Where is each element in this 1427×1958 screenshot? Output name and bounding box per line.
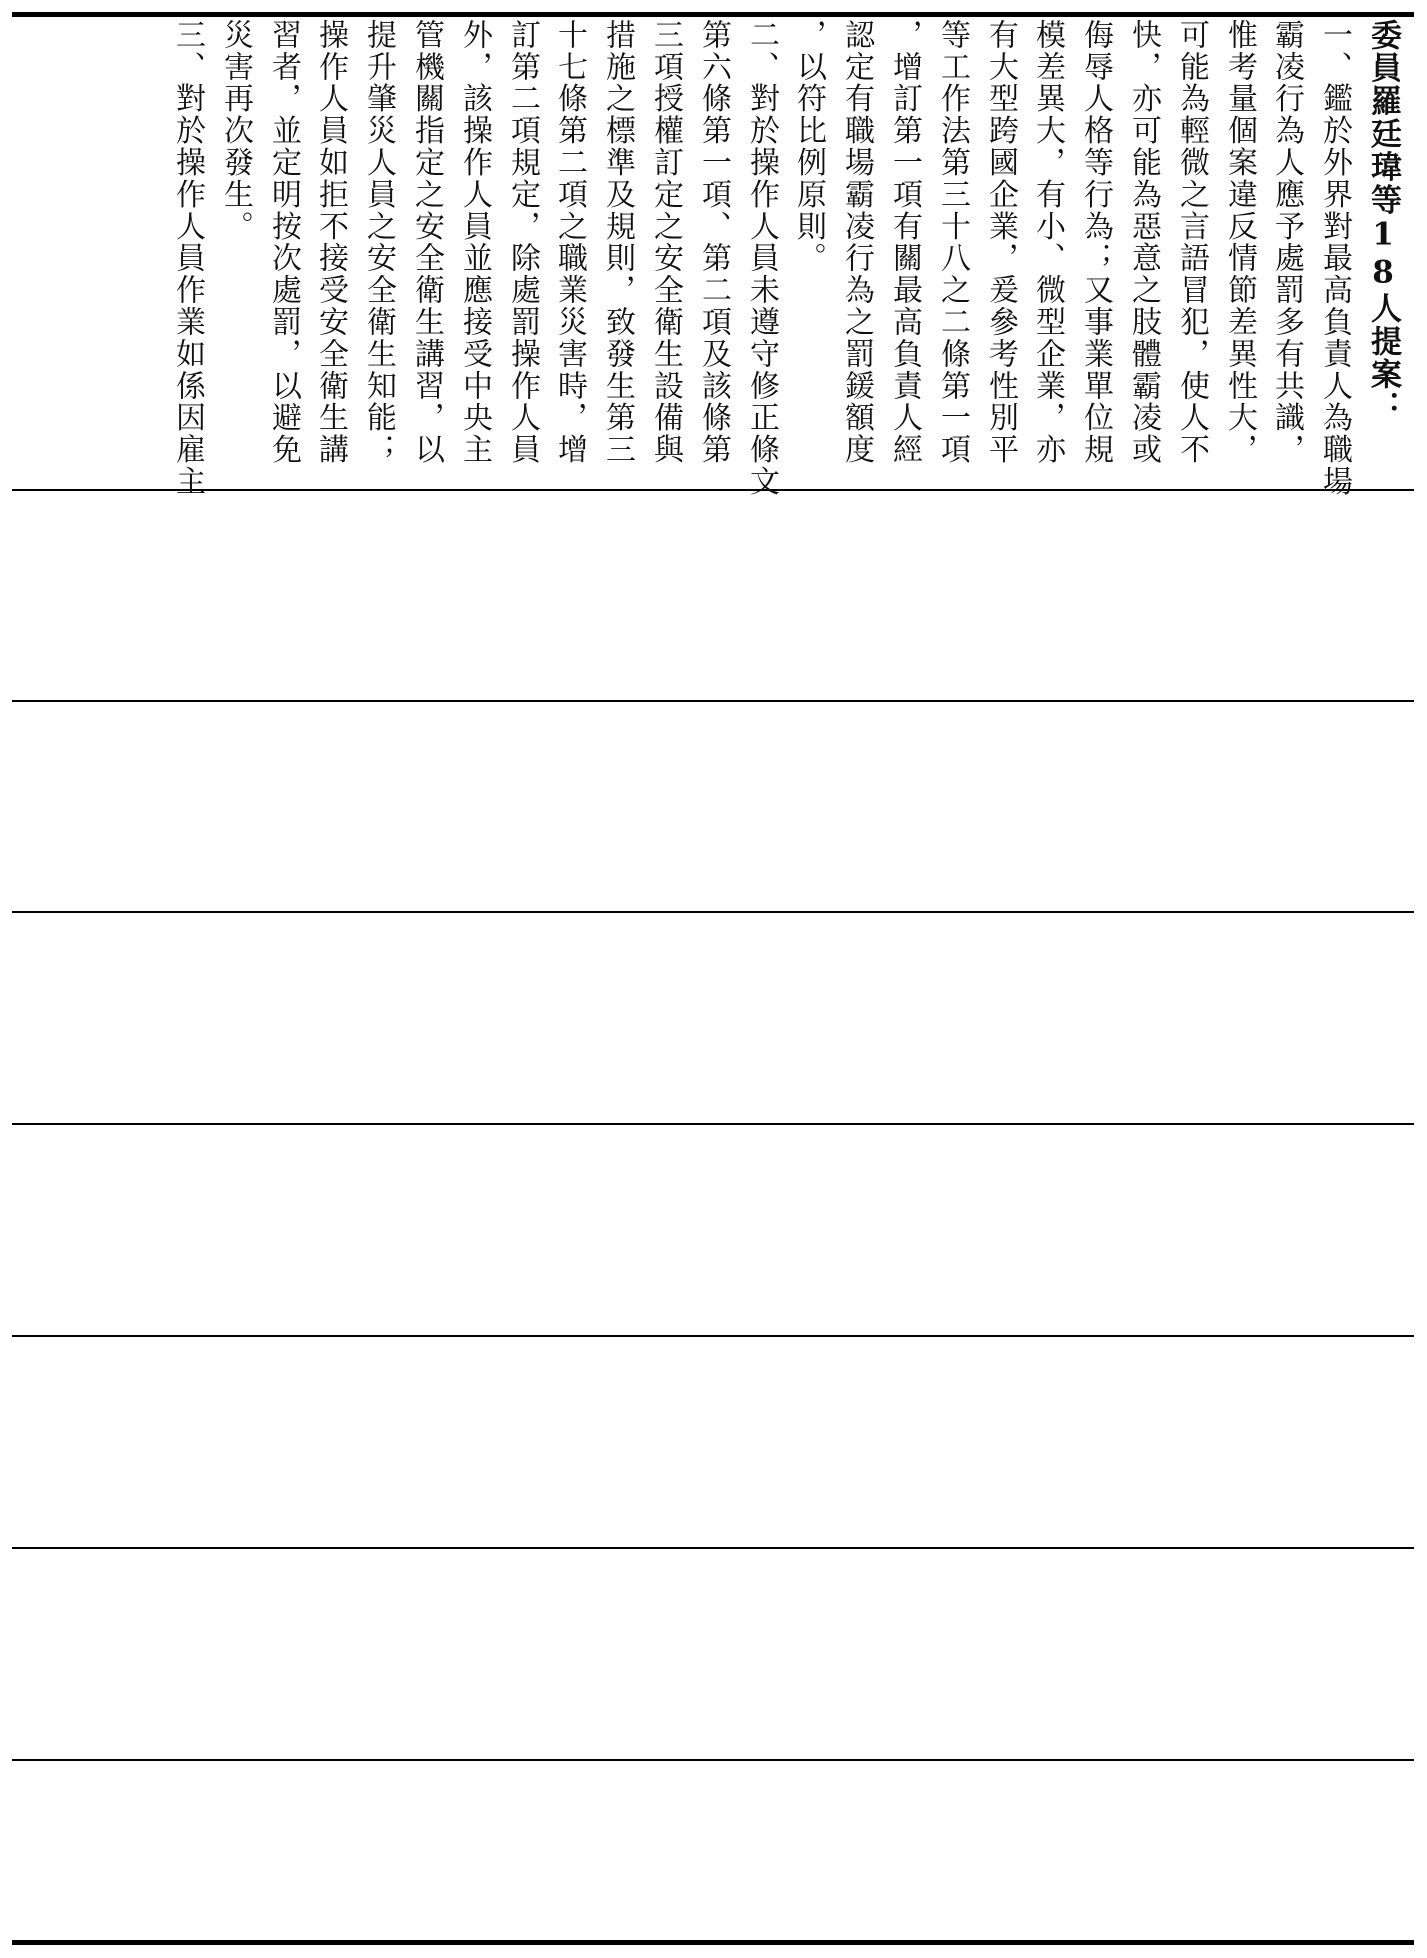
- row-divider: [12, 911, 1414, 913]
- proposal-line: 外，該操作人員並應接受中央主: [457, 19, 492, 466]
- row-divider: [12, 700, 1414, 702]
- proposal-line: 訂第二項規定，除處罰操作人員: [505, 19, 540, 466]
- proposal-line: 管機關指定之安全衛生講習，以: [409, 19, 444, 466]
- row-divider: [12, 1335, 1414, 1337]
- row-divider: [12, 1547, 1414, 1549]
- proposal-line: 二、對於操作人員未遵守修正條文: [744, 19, 779, 498]
- proposal-line: 習者，並定明按次處罰，以避免: [266, 19, 301, 466]
- proposal-explanation: [12, 19, 1414, 498]
- proposal-line: 侮辱人格等行為；又事業單位規: [1078, 19, 1113, 466]
- proposal-line: ，增訂第一項有關最高負責人經: [887, 19, 922, 466]
- proposal-line: 提升肇災人員之安全衛生知能；: [361, 19, 396, 466]
- row-divider: [12, 489, 1414, 491]
- proposal-line: 操作人員如拒不接受安全衛生講: [313, 19, 348, 466]
- proposal-line: 快，亦可能為惡意之肢體霸凌或: [1126, 19, 1161, 466]
- proposal-line: 等工作法第三十八之二條第一項: [935, 19, 970, 466]
- proposal-line: 認定有職場霸凌行為之罰鍰額度: [839, 19, 874, 466]
- proposal-line: 三項授權訂定之安全衛生設備與: [648, 19, 683, 466]
- top-border-rule: [12, 12, 1414, 17]
- proposal-line: 霸凌行為人應予處罰多有共識，: [1269, 19, 1304, 466]
- proposal-line: 惟考量個案違反情節差異性大，: [1222, 19, 1257, 466]
- proposal-line: 措施之標準及規則，致發生第三: [600, 19, 635, 466]
- bottom-border-rule: [12, 1940, 1414, 1945]
- row-divider: [12, 1123, 1414, 1125]
- proposal-line: 十七條第二項之職業災害時，增: [552, 19, 587, 466]
- row-divider: [12, 1759, 1414, 1761]
- proposal-line: 三、對於操作人員作業如係因雇主: [170, 19, 205, 498]
- proposal-line: 可能為輕微之言語冒犯，使人不: [1174, 19, 1209, 466]
- proposal-line: 第六條第一項、第二項及該條第: [696, 19, 731, 466]
- proposal-line: ，以符比例原則。: [791, 19, 826, 275]
- proposal-heading: 委員羅廷瑋等18人提案：: [1365, 19, 1401, 424]
- proposal-line: 災害再次發生。: [218, 19, 253, 243]
- proposal-line: 一、鑑於外界對最高負責人為職場: [1317, 19, 1352, 498]
- proposal-line: 有大型跨國企業，爰參考性別平: [983, 19, 1018, 466]
- proposal-line: 模差異大，有小、微型企業，亦: [1030, 19, 1065, 466]
